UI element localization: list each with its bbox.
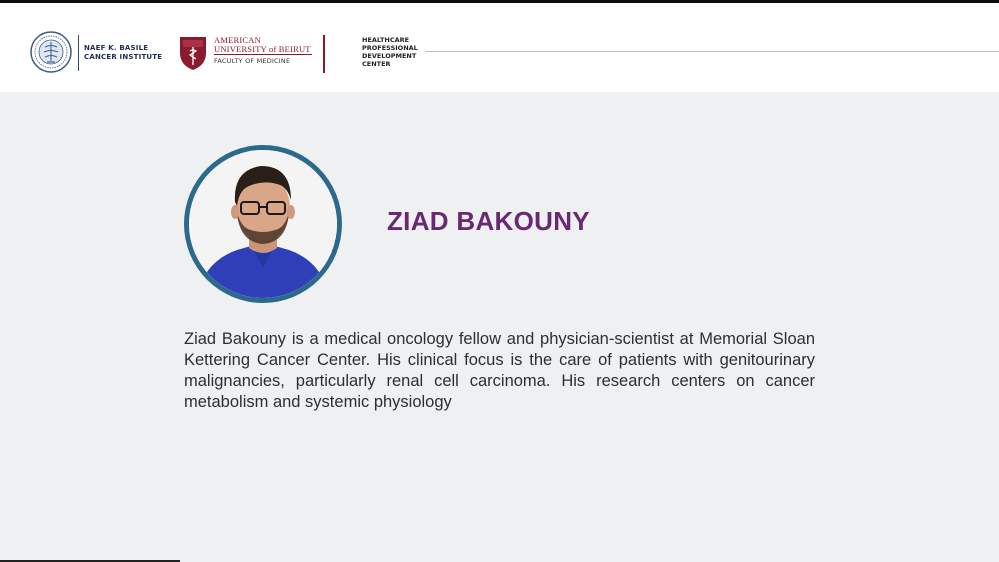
institute-seal-icon bbox=[30, 31, 72, 73]
speaker-portrait-image bbox=[189, 150, 337, 298]
slide-header bbox=[0, 3, 999, 92]
aub-name bbox=[214, 36, 311, 54]
institute-name-line2: CANCER INSTITUTE bbox=[84, 53, 163, 61]
institute-name-line1: NAEF K. BASILE bbox=[84, 44, 149, 52]
cancer-institute-logo bbox=[28, 31, 168, 75]
header-rule bbox=[425, 51, 999, 52]
speaker-photo bbox=[189, 150, 337, 298]
hpdc-line1: HEALTHCARE bbox=[362, 36, 410, 44]
hpdc-name bbox=[362, 36, 418, 68]
institute-name bbox=[84, 44, 162, 62]
aub-name-line1: AMERICAN bbox=[214, 35, 261, 45]
aub-name-line2: UNIVERSITY of BEIRUT bbox=[214, 44, 311, 54]
logo-divider bbox=[78, 35, 79, 71]
logo-divider-red bbox=[323, 35, 325, 73]
speaker-name: ZIAD BAKOUNY bbox=[387, 206, 590, 236]
hpdc-line4: CENTER bbox=[362, 60, 391, 68]
aub-rule bbox=[214, 54, 312, 55]
aub-faculty: FACULTY OF MEDICINE bbox=[214, 57, 291, 65]
speaker-bio: Ziad Bakouny is a medical oncology fellow and physician-scientist at Memorial Sloan Kettering Cancer Center. His clinical focus is the care of patients with genitourinary malignancies, particularly renal cell carcinoma. His research centers on cancer metabolism and systemic physiology bbox=[184, 330, 815, 411]
presentation-slide bbox=[0, 3, 999, 562]
hpdc-line3: DEVELOPMENT bbox=[362, 52, 417, 60]
hpdc-line2: PROFESSIONAL bbox=[362, 44, 418, 52]
speaker-photo-frame bbox=[184, 145, 342, 303]
aub-shield-icon bbox=[178, 35, 208, 71]
